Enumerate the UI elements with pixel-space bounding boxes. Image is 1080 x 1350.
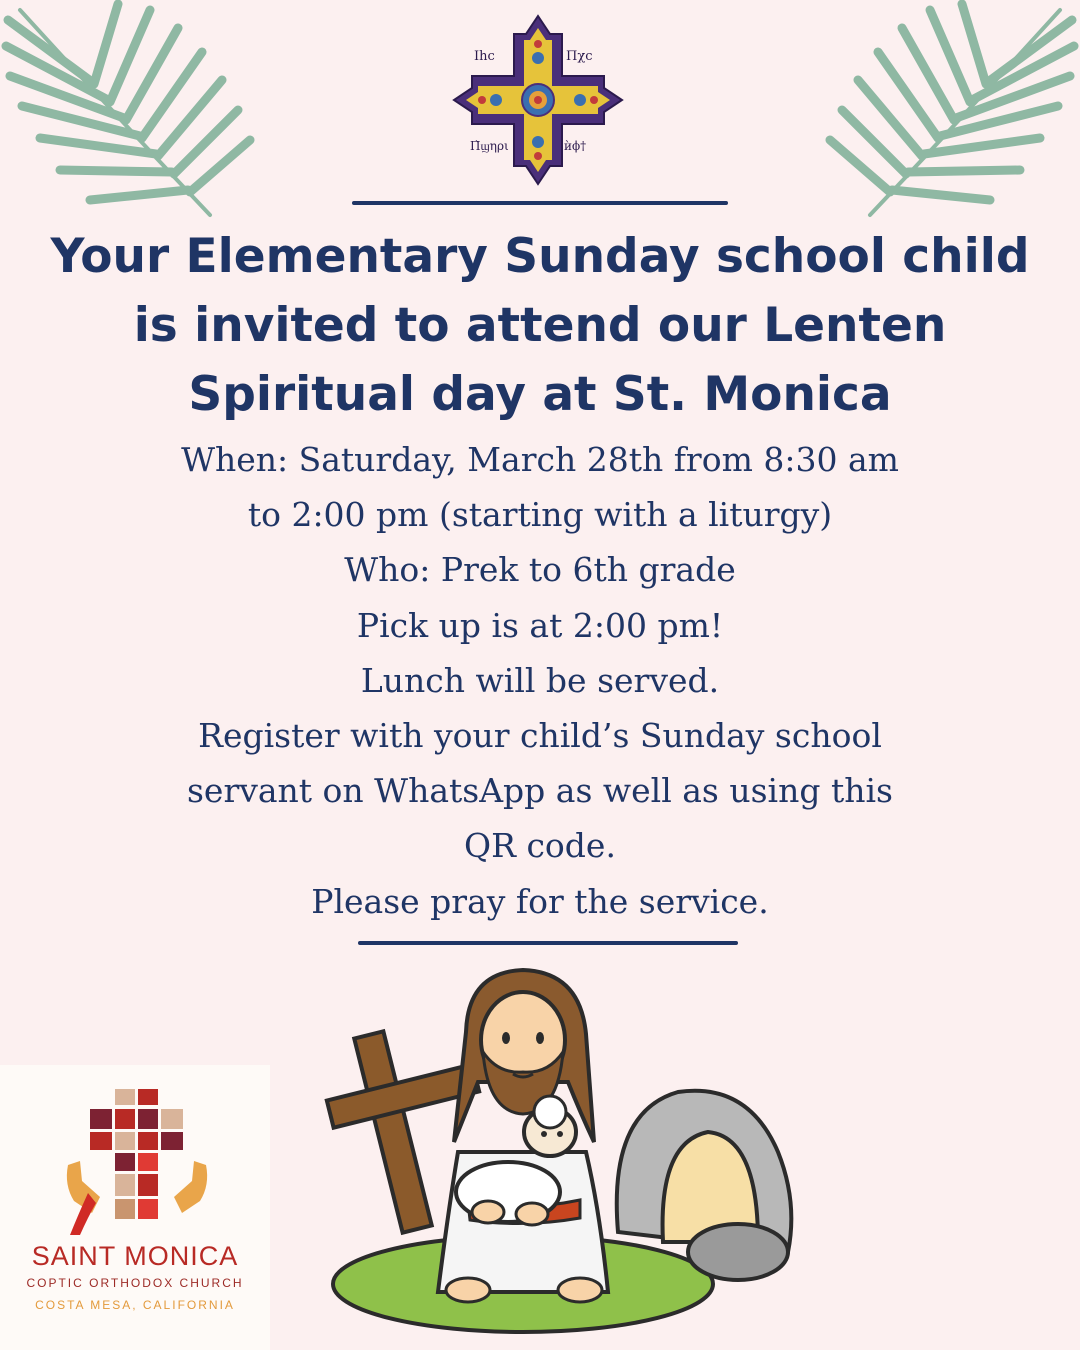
detail-line: Pick up is at 2:00 pm! (356, 605, 724, 645)
church-name: SAINT MONICA (31, 1241, 239, 1271)
church-logo-mark-icon (60, 1085, 215, 1240)
detail-line: Who: Prek to 6th grade (344, 550, 736, 590)
headline-line: is invited to attend our Lenten (133, 298, 947, 353)
church-logo (0, 1065, 270, 1350)
detail-line: Please pray for the service. (311, 881, 769, 921)
church-subtitle: COPTIC ORTHODOX CHURCH (26, 1276, 244, 1290)
headline (40, 222, 1040, 429)
divider-top (352, 201, 728, 205)
palm-leaf-right (820, 0, 1080, 240)
event-details (40, 432, 1040, 929)
detail-line: When: Saturday, March 28th from 8:30 am (181, 440, 899, 479)
cross-text-bottom-left: Π̀ϣηρι (470, 139, 509, 153)
detail-line: to 2:00 pm (starting with a liturgy) (247, 495, 833, 535)
palm-leaf-left (0, 0, 260, 240)
detail-line: QR code. (464, 826, 616, 866)
church-location: COSTA MESA, CALIFORNIA (35, 1298, 235, 1312)
detail-line: Register with your child’s Sunday school (198, 715, 882, 755)
cross-text-top-right: Πχc (566, 49, 593, 64)
detail-line: Lunch will be served. (360, 660, 720, 700)
coptic-cross-icon (452, 14, 624, 186)
detail-line: servant on WhatsApp as well as using this (187, 771, 893, 811)
headline-line: Spiritual day at St. Monica (188, 367, 892, 422)
cross-text-bottom-right: ѝϕ† (564, 139, 587, 153)
cross-text-top-left: Ihc (474, 49, 495, 64)
headline-line: Your Elementary Sunday school child (50, 229, 1030, 284)
divider-bottom (358, 941, 738, 945)
jesus-with-lamb-illustration (318, 962, 808, 1350)
